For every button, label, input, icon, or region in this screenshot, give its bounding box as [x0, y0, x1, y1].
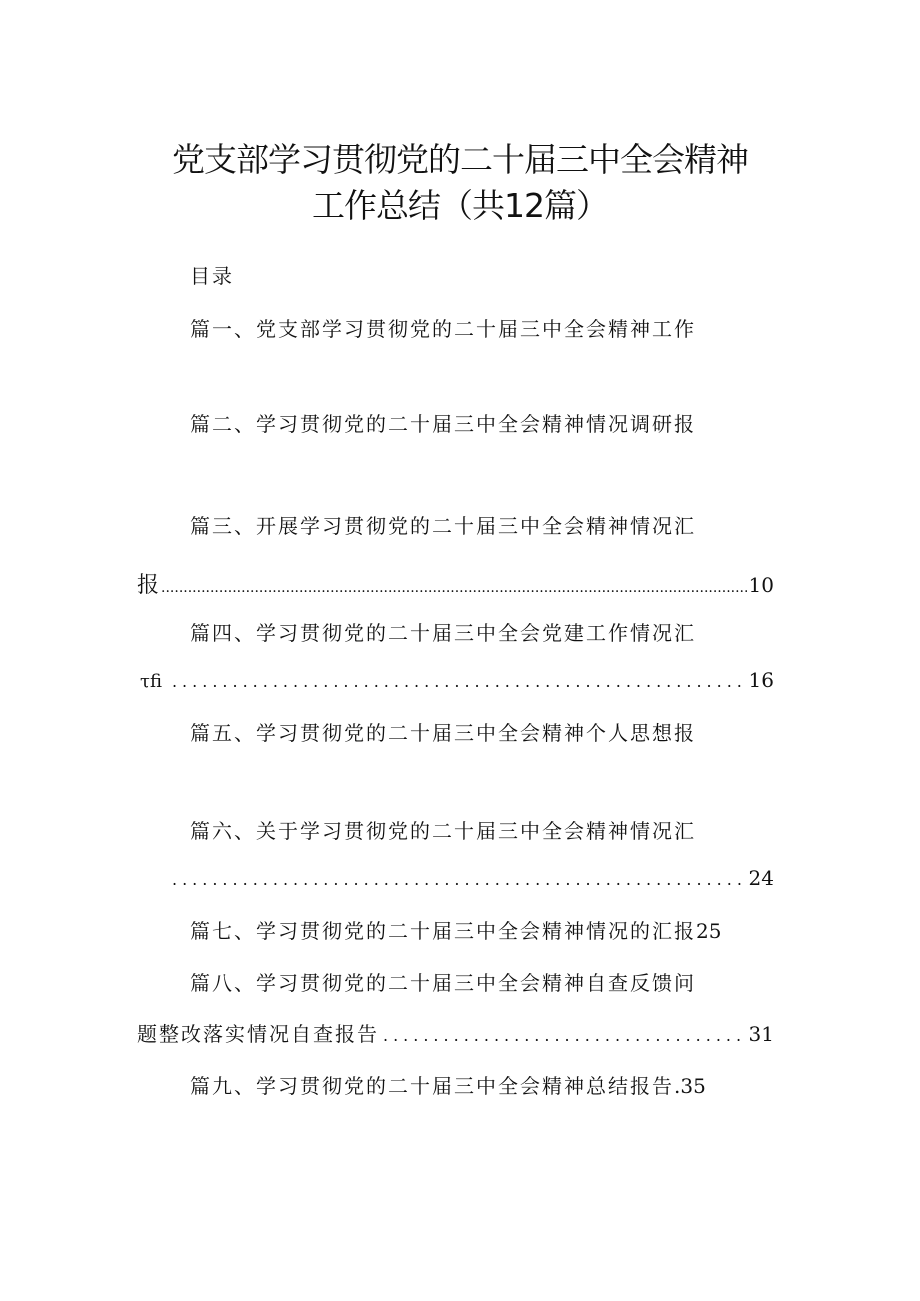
toc-item-3-page: 10 — [748, 573, 774, 597]
toc-item-7-page: 25 — [696, 919, 722, 943]
toc-leader-dots — [383, 1026, 747, 1045]
toc-item-8-continuation: 题整改落实情况自查报告 — [137, 1022, 379, 1046]
toc-item-1[interactable]: 篇一、党支部学习贯彻党的二十届三中全会精神工作 — [190, 317, 696, 341]
toc-item-4-page: 16 — [748, 668, 774, 692]
toc-item-7[interactable] — [190, 915, 721, 944]
toc-item-7-text: 篇七、学习贯彻党的二十届三中全会精神情况的汇报 — [190, 919, 696, 943]
toc-item-8-page: 31 — [748, 1022, 774, 1046]
document-title-line-2: 工作总结（共12篇） — [312, 186, 608, 225]
toc-item-5[interactable]: 篇五、学习贯彻党的二十届三中全会精神个人思想报 — [190, 721, 696, 745]
toc-leader-dots — [172, 870, 747, 889]
toc-heading: 目录 — [190, 264, 234, 288]
toc-leader-dot: . — [674, 1074, 681, 1098]
toc-item-9-text: 篇九、学习贯彻党的二十届三中全会精神总结报告 — [190, 1074, 674, 1098]
toc-item-4[interactable]: 篇四、学习贯彻党的二十届三中全会党建工作情况汇 — [190, 621, 696, 645]
document-title-line-1: 党支部学习贯彻党的二十届三中全会精神 — [172, 140, 748, 179]
toc-item-3-continuation: 报 — [137, 573, 160, 598]
toc-item-4-continuation: τfi — [140, 671, 162, 692]
toc-item-3-leader-line[interactable] — [137, 568, 774, 599]
toc-item-8[interactable]: 篇八、学习贯彻党的二十届三中全会精神自查反馈问 — [190, 971, 696, 995]
toc-item-9-page: 35 — [680, 1074, 706, 1098]
toc-leader-dots — [161, 580, 747, 596]
toc-item-6-page: 24 — [748, 866, 774, 890]
toc-leader-dots — [172, 672, 747, 691]
toc-item-9[interactable] — [190, 1070, 706, 1099]
toc-item-2[interactable]: 篇二、学习贯彻党的二十届三中全会精神情况调研报 — [190, 412, 696, 436]
toc-item-6-leader-line[interactable] — [172, 866, 774, 890]
toc-item-8-leader-line[interactable] — [137, 1018, 774, 1047]
toc-item-3[interactable]: 篇三、开展学习贯彻党的二十届三中全会精神情况汇 — [190, 514, 696, 538]
toc-item-6[interactable]: 篇六、关于学习贯彻党的二十届三中全会精神情况汇 — [190, 819, 696, 843]
toc-item-4-leader-line[interactable] — [140, 668, 774, 692]
